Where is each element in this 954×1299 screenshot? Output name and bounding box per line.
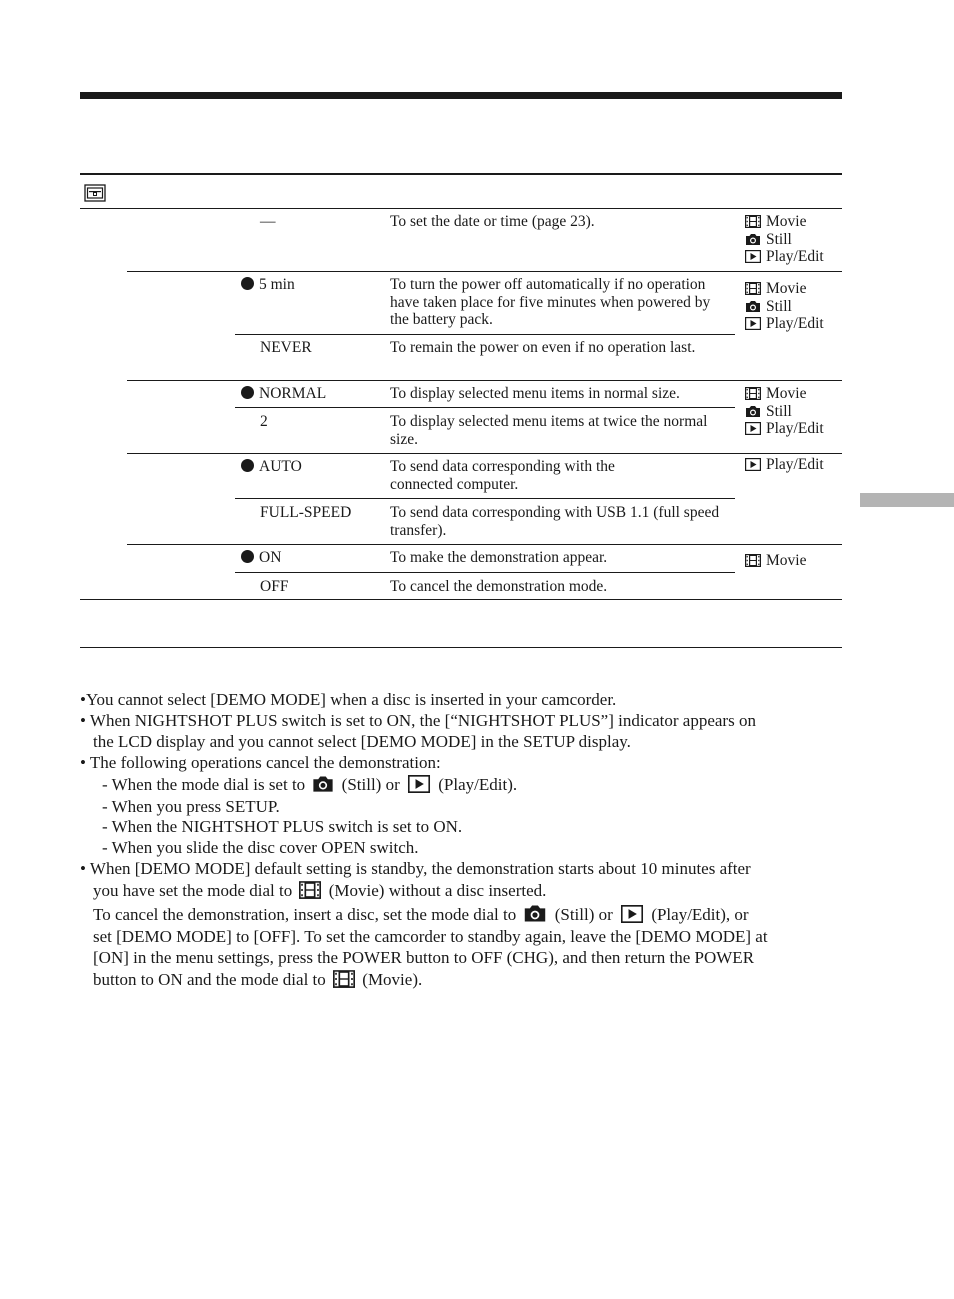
row-separator bbox=[235, 334, 735, 335]
option-value-default: ON bbox=[241, 549, 281, 567]
sub-note: - When the NIGHTSHOT PLUS switch is set to ON. bbox=[102, 817, 463, 836]
row-separator bbox=[235, 407, 735, 408]
play-box-icon bbox=[745, 458, 761, 471]
camera-icon bbox=[745, 233, 761, 246]
option-description: To display selected menu items in normal size. bbox=[390, 385, 680, 402]
camera-icon bbox=[523, 904, 547, 923]
group-separator bbox=[127, 453, 842, 454]
mode-list: Movie bbox=[745, 552, 806, 570]
option-description: To turn the power off automatically if no operation have taken place for five minutes when powered by the battery pack. bbox=[390, 276, 711, 328]
option-value-default: AUTO bbox=[241, 458, 302, 476]
film-strip-icon bbox=[745, 282, 761, 295]
mode-list: Movie Still Play/Edit bbox=[745, 385, 824, 438]
film-strip-icon bbox=[333, 970, 355, 988]
note-bullet: •You cannot select [DEMO MODE] when a disc is inserted in your camcorder. bbox=[80, 690, 617, 709]
group-separator bbox=[127, 271, 842, 272]
default-dot-icon bbox=[241, 550, 254, 563]
note-text: [ON] in the menu settings, press the POWER button to OFF (CHG), and then return the POWER bbox=[93, 948, 755, 967]
option-description: To send data corresponding with the connected computer. bbox=[390, 458, 615, 493]
play-box-icon bbox=[745, 422, 761, 435]
option-value: 2 bbox=[260, 413, 268, 430]
option-description: To cancel the demonstration mode. bbox=[390, 578, 608, 595]
notes-top-rule bbox=[80, 647, 842, 648]
note-text: To cancel the demonstration, insert a disc, set the mode dial to (Still) or (Play/Edit), or bbox=[93, 905, 749, 924]
note-bullet: • The following operations cancel the demonstration: bbox=[80, 753, 441, 772]
top-heavy-rule bbox=[80, 92, 842, 99]
film-strip-icon bbox=[745, 215, 761, 228]
film-strip-icon bbox=[745, 387, 761, 400]
note-text: The following operations cancel the demonstration: bbox=[89, 753, 441, 772]
default-dot-icon bbox=[241, 386, 254, 399]
mode-list: Movie Still Play/Edit bbox=[745, 280, 824, 333]
table-header-rule bbox=[80, 208, 842, 209]
option-value: NEVER bbox=[260, 339, 312, 356]
section-tab bbox=[860, 493, 954, 507]
option-value-default: 5 min bbox=[241, 276, 295, 294]
note-text: You cannot select [DEMO MODE] when a disc is inserted in your camcorder. bbox=[85, 690, 617, 709]
film-strip-icon bbox=[299, 881, 321, 899]
note-text: the LCD display and you cannot select [DEMO MODE] in the SETUP display. bbox=[93, 732, 631, 751]
play-box-icon bbox=[407, 775, 431, 793]
film-strip-icon bbox=[745, 554, 761, 567]
play-box-icon bbox=[745, 317, 761, 330]
camera-icon bbox=[745, 300, 761, 313]
camera-icon bbox=[312, 775, 334, 793]
row-separator bbox=[235, 498, 735, 499]
sub-note: - When you press SETUP. bbox=[102, 797, 280, 816]
table-bottom-rule bbox=[80, 599, 842, 600]
note-text: When [DEMO MODE] default setting is standby, the demonstration starts about 10 minutes after bbox=[89, 859, 751, 878]
option-value-default: NORMAL bbox=[241, 385, 326, 403]
option-description: To make the demonstration appear. bbox=[390, 549, 608, 566]
mode-list: Movie Still Play/Edit bbox=[745, 213, 824, 266]
table-top-rule bbox=[80, 173, 842, 175]
option-description: To remain the power on even if no operation last. bbox=[390, 339, 696, 356]
option-value: OFF bbox=[260, 578, 289, 595]
play-box-icon bbox=[745, 250, 761, 263]
note-bullet: • When [DEMO MODE] default setting is standby, the demonstration starts about 10 minutes after bbox=[80, 859, 751, 878]
sub-note: - When the mode dial is set to (Still) or (Play/Edit). bbox=[102, 775, 518, 794]
default-dot-icon bbox=[241, 459, 254, 472]
option-value: — bbox=[260, 213, 276, 230]
note-text: When NIGHTSHOT PLUS switch is set to ON, the [“NIGHTSHOT PLUS”] indicator appears on bbox=[89, 711, 756, 730]
note-text: you have set the mode dial to (Movie) without a disc inserted. bbox=[93, 881, 547, 900]
option-value: FULL-SPEED bbox=[260, 504, 352, 521]
group-separator bbox=[127, 544, 842, 545]
option-description: To send data corresponding with USB 1.1 (full speed transfer). bbox=[390, 504, 720, 539]
row-separator bbox=[235, 572, 735, 573]
note-text: button to ON and the mode dial to (Movie). bbox=[93, 970, 423, 989]
mode-list: Play/Edit bbox=[745, 456, 824, 474]
group-separator bbox=[127, 380, 842, 381]
setup-menu-icon bbox=[84, 184, 106, 202]
play-box-icon bbox=[620, 905, 644, 923]
option-description: To set the date or time (page 23). bbox=[390, 213, 595, 230]
note-bullet: • When NIGHTSHOT PLUS switch is set to ON, the [“NIGHTSHOT PLUS”] indicator appears on bbox=[80, 711, 756, 730]
camera-icon bbox=[745, 405, 761, 418]
default-dot-icon bbox=[241, 277, 254, 290]
option-description: To display selected menu items at twice the normal size. bbox=[390, 413, 708, 448]
sub-note: - When you slide the disc cover OPEN switch. bbox=[102, 838, 419, 857]
note-text: set [DEMO MODE] to [OFF]. To set the camcorder to standby again, leave the [DEMO MODE] at bbox=[93, 927, 768, 946]
